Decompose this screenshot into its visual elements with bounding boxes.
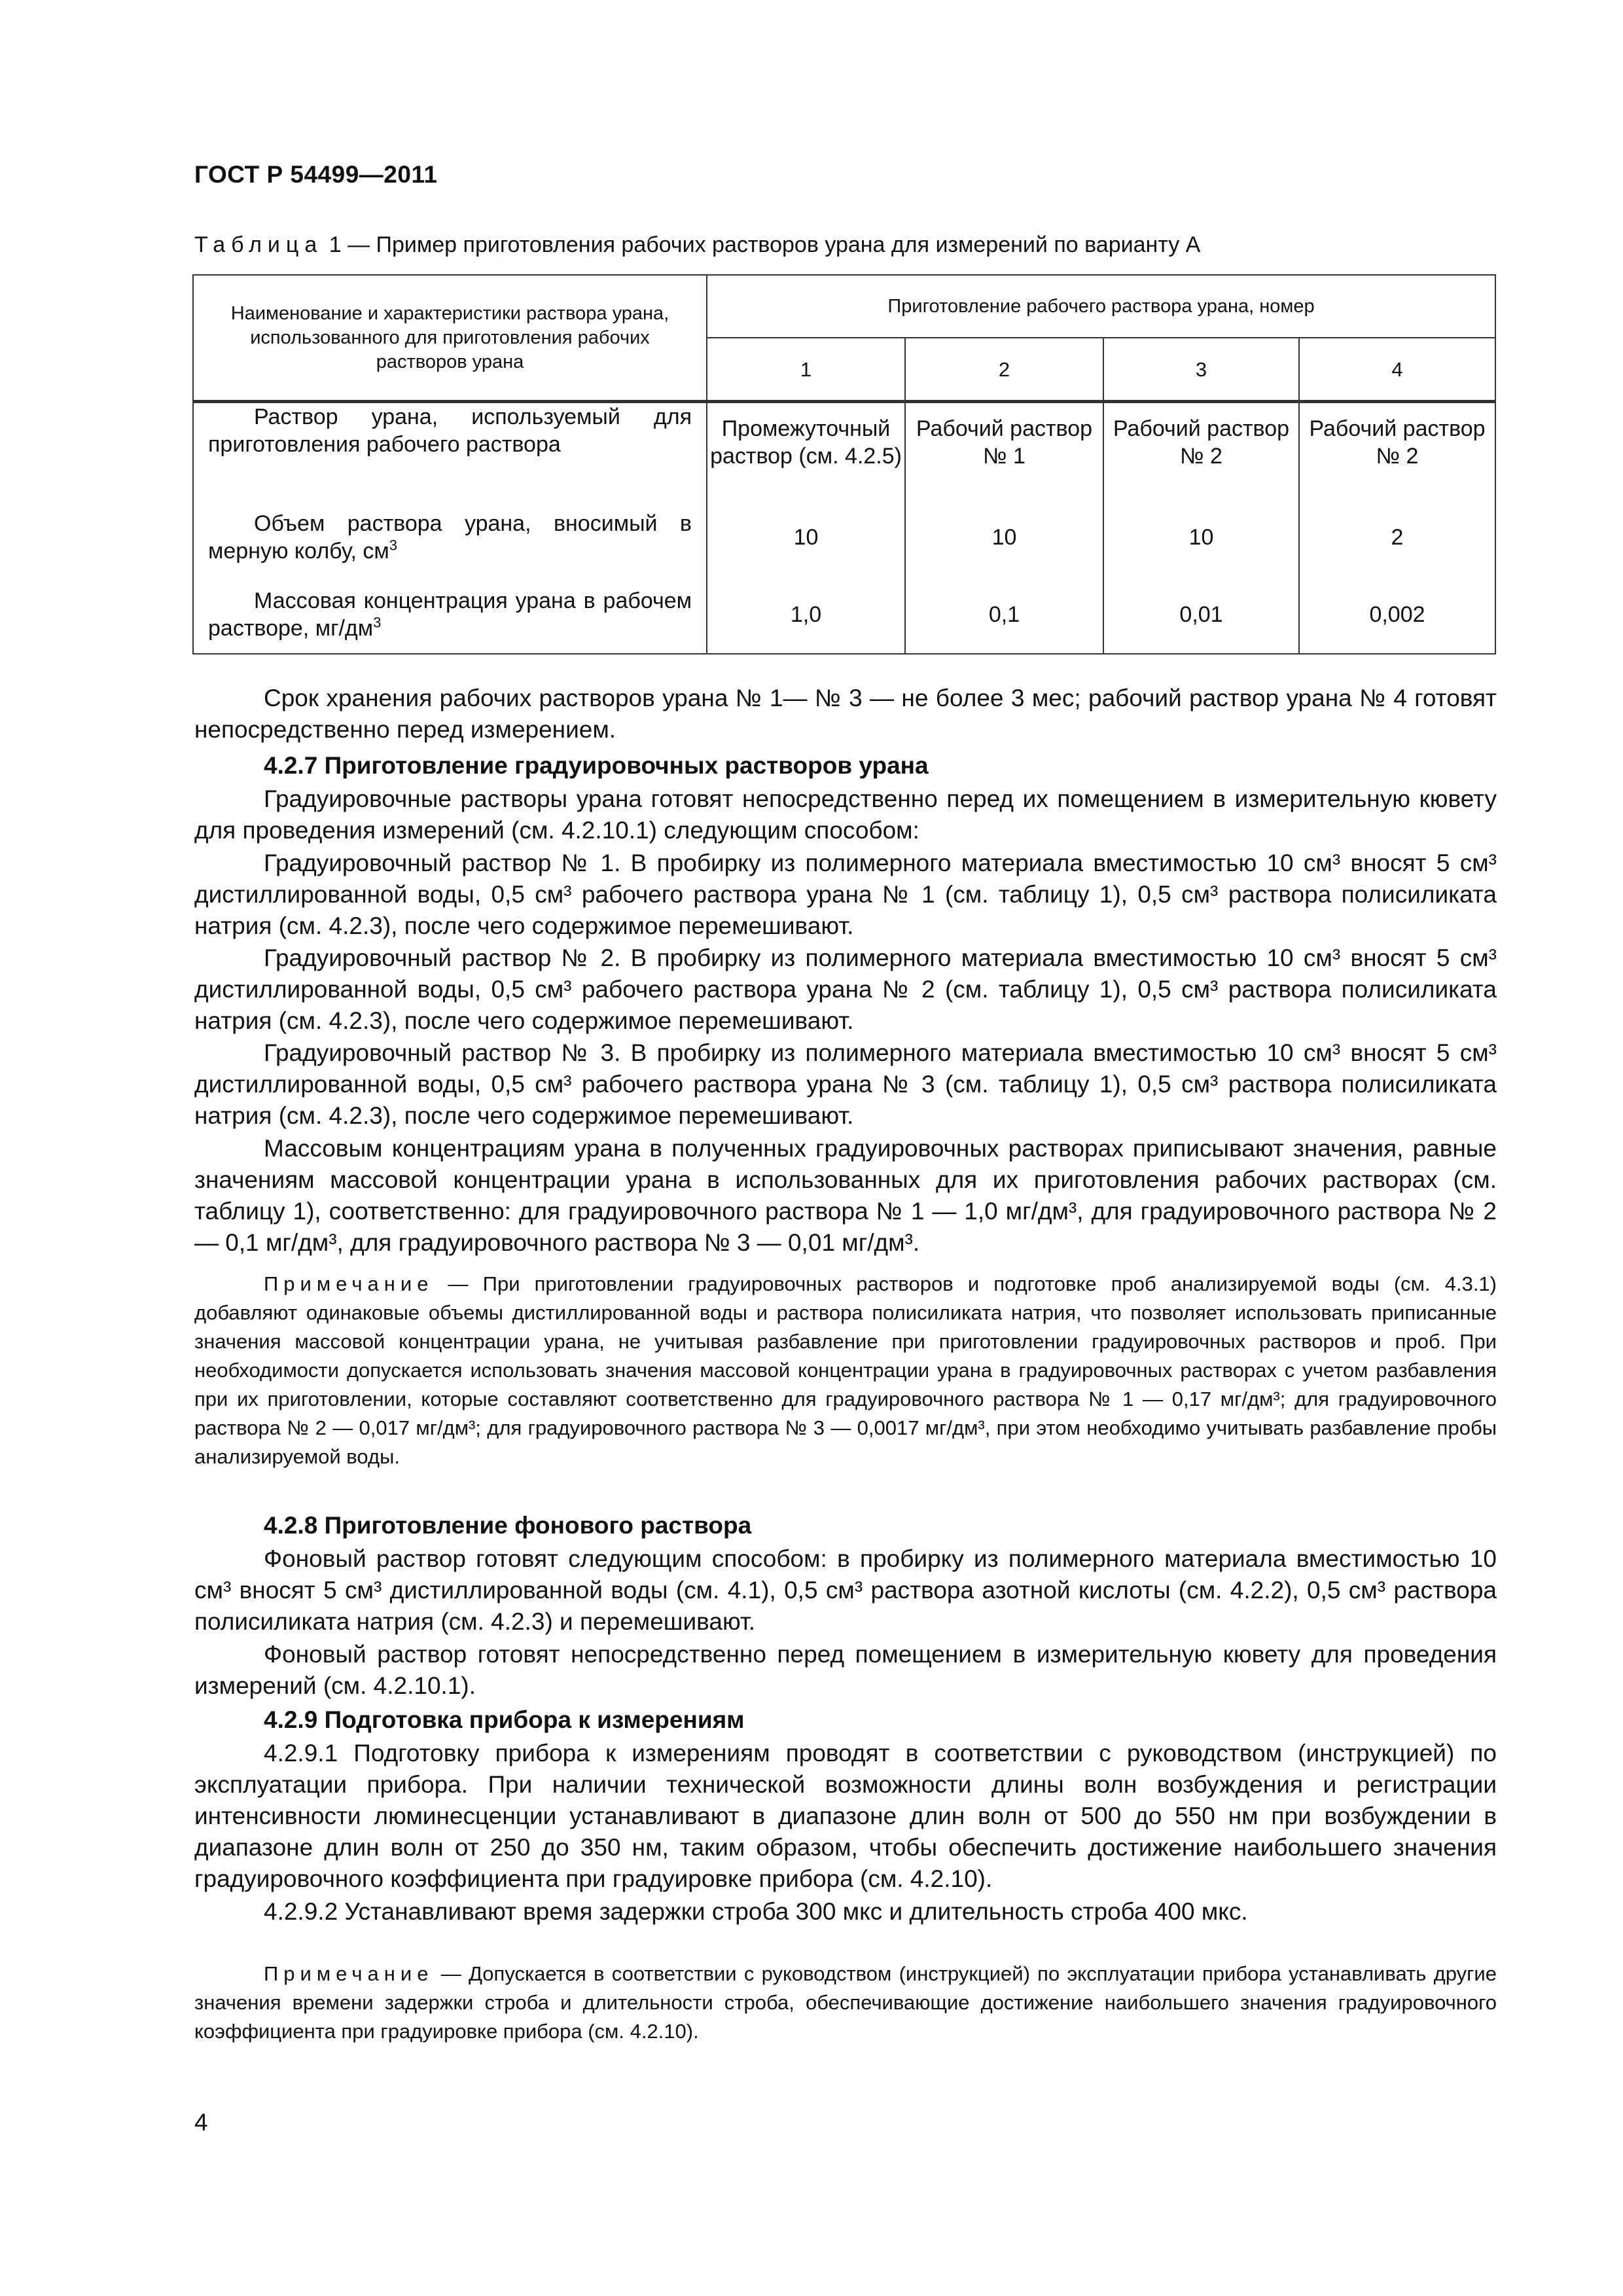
table-col-number: 3 — [1103, 338, 1299, 402]
table-cell: Рабочий раствор № 2 — [1299, 402, 1495, 499]
table-col-number: 4 — [1299, 338, 1495, 402]
table-row-label-text: Объем раствора урана, вносимый в мерную колбу, см — [208, 511, 692, 564]
table-cell: 0,1 — [905, 576, 1103, 654]
table-col-number: 1 — [707, 338, 905, 402]
paragraph-grad-solution-1: Градуировочный раствор № 1. В пробирку из полимерного материала вместимостью 10 см³ вносят 5 см³ дистиллированной воды, 0,5 см³ рабочего раствора урана № 1 (см. таблицу 1), 0,5 см³ раствора полисиликата натрия (см. 4.2.3), после чего содержимое перемешивают. — [194, 850, 1497, 939]
table-cell: 2 — [1299, 499, 1495, 576]
table-cell: 0,002 — [1299, 576, 1495, 654]
table-caption — [194, 232, 1200, 258]
paragraph-storage: Срок хранения рабочих растворов урана № 1— № 3 — не более 3 мес; рабочий раствор урана № 4 готовят непосредственно перед измерением. — [194, 685, 1497, 743]
table-cell: 0,01 — [1103, 576, 1299, 654]
heading-4-2-8: 4.2.8 Приготовление фонового раствора — [264, 1512, 752, 1539]
note-label: Примечание — [264, 1962, 434, 1985]
table-row-label: Раствор урана, используемый для приготовления рабочего раствора — [193, 402, 707, 499]
table-header-group: Приготовление рабочего раствора урана, номер — [707, 275, 1495, 338]
table-row-label: Объем раствора урана, вносимый в мерную колбу, $см^3$ — [193, 499, 707, 576]
table-row — [193, 499, 1495, 576]
table-row-label: Массовая концентрация урана в рабочем растворе, $мг/дм^3$ — [193, 576, 707, 654]
heading-4-2-9: 4.2.9 Подготовка прибора к измерениям — [264, 1706, 745, 1733]
table-cell: Промежуточный раствор (см. 4.2.5) — [707, 402, 905, 499]
table-cell: 1,0 — [707, 576, 905, 654]
paragraph-4-2-8-a: Фоновый раствор готовят следующим способом: в пробирку из полимерного материала вместимостью 10 см³ вносят 5 см³ дистиллированной воды (см. 4.1), 0,5 см³ раствора азотной кислоты (см. 4.2.2), 0,5 см³ раствора полисиликата натрия (см. 4.2.3) и перемешивают. — [194, 1545, 1497, 1635]
paragraph-4-2-8-b: Фоновый раствор готовят непосредственно перед помещением в измерительную кювету для проведения измерений (см. 4.2.10.1). — [194, 1641, 1497, 1699]
note-label: Примечание — [264, 1272, 434, 1295]
table-cell: Рабочий раствор № 1 — [905, 402, 1103, 499]
paragraph-4-2-9-2: 4.2.9.2 Устанавливают время задержки строба 300 мкс и длительность строба 400 мкс. — [264, 1898, 1248, 1925]
paragraph-4-2-9-1: 4.2.9.1 Подготовку прибора к измерениям проводят в соответствии с руководством (инструкцией) по эксплуатации прибора. При наличии технической возможности длины волн возбуждения и регистрации интенсивности люминесценции устанавливают в диапазоне длин волн от 500 до 550 нм при возбуждении в диапазоне длин волн от 250 до 350 нм, таким образом, чтобы обеспечить достижение наибольшего значения градуировочного коэффициента при градуировке прибора (см. 4.2.10). — [194, 1740, 1497, 1892]
table-cell: 10 — [707, 499, 905, 576]
table-cell: Рабочий раствор № 2 — [1103, 402, 1299, 499]
heading-4-2-7: 4.2.7 Приготовление градуировочных растворов урана — [264, 752, 929, 779]
table-header-name: Наименование и характеристики раствора урана, использованного для приготовления рабочих растворов урана — [193, 275, 707, 402]
table-col-number: 2 — [905, 338, 1103, 402]
table-cell: 10 — [905, 499, 1103, 576]
table-row — [193, 402, 1495, 499]
note-text: — При приготовлении градуировочных растворов и подготовке проб анализируемой воды (см. 4.3.1) добавляют одинаковые объемы дистиллированной воды и раствора полисиликата натрия, что позволяет использовать приписанные значения массовой концентрации урана, не учитывая разбавление при приготовлении градуировочных растворов и проб. При необходимости допускается использовать значения массовой концентрации урана в градуировочных растворах с учетом разбавления при их приготовлении, которые составляют соответственно для градуировочного раствора № 1 — 0,17 мг/дм³; для градуировочного раствора № 2 — 0,017 мг/дм³; для градуировочного раствора № 3 — 0,0017 мг/дм³, при этом необходимо учитывать разбавление пробы анализируемой воды. — [194, 1272, 1497, 1468]
note-2 — [194, 1960, 1497, 2046]
table-row — [193, 576, 1495, 654]
page-number: 4 — [194, 2109, 208, 2136]
paragraph-mass-concentration: Массовым концентрациям урана в полученных градуировочных растворах приписывают значения, равные значениям массовой концентрации урана в использованных для их приготовления рабочих растворах (см. таблицу 1), соответственно: для градуировочного раствора № 1 — 1,0 мг/дм³, для градуировочного раствора № 2 — 0,1 мг/дм³, для градуировочного раствора № 3 — 0,01 мг/дм³. — [194, 1135, 1497, 1256]
paragraph-grad-solution-3: Градуировочный раствор № 3. В пробирку из полимерного материала вместимостью 10 см³ вносят 5 см³ дистиллированной воды, 0,5 см³ рабочего раствора урана № 3 (см. таблицу 1), 0,5 см³ раствора полисиликата натрия (см. 4.2.3), после чего содержимое перемешивают. — [194, 1039, 1497, 1129]
paragraph-grad-solution-2: Градуировочный раствор № 2. В пробирку из полимерного материала вместимостью 10 см³ вносят 5 см³ дистиллированной воды, 0,5 см³ рабочего раствора урана № 2 (см. таблицу 1), 0,5 см³ раствора полисиликата натрия (см. 4.2.3), после чего содержимое перемешивают. — [194, 944, 1497, 1034]
table-1 — [192, 274, 1496, 655]
note-text: — Допускается в соответствии с руководством (инструкцией) по эксплуатации прибора устанавливать другие значения времени задержки строба и длительности строба, обеспечивающие достижение наибольшего значения градуировочного коэффициента при градуировке прибора (см. 4.2.10). — [194, 1962, 1497, 2043]
table-caption-label: Таблица — [194, 232, 323, 257]
table-row-label-text: Массовая концентрация урана в рабочем растворе, мг/дм — [208, 588, 692, 641]
table-caption-text: 1 — Пример приготовления рабочих растворов урана для измерений по варианту А — [323, 232, 1201, 257]
document-id: ГОСТ Р 54499—2011 — [194, 161, 438, 188]
table-cell: 10 — [1103, 499, 1299, 576]
paragraph-4-2-7-intro: Градуировочные растворы урана готовят непосредственно перед их помещением в измерительную кювету для проведения измерений (см. 4.2.10.1) следующим способом: — [194, 785, 1497, 844]
note-1 — [194, 1270, 1497, 1471]
